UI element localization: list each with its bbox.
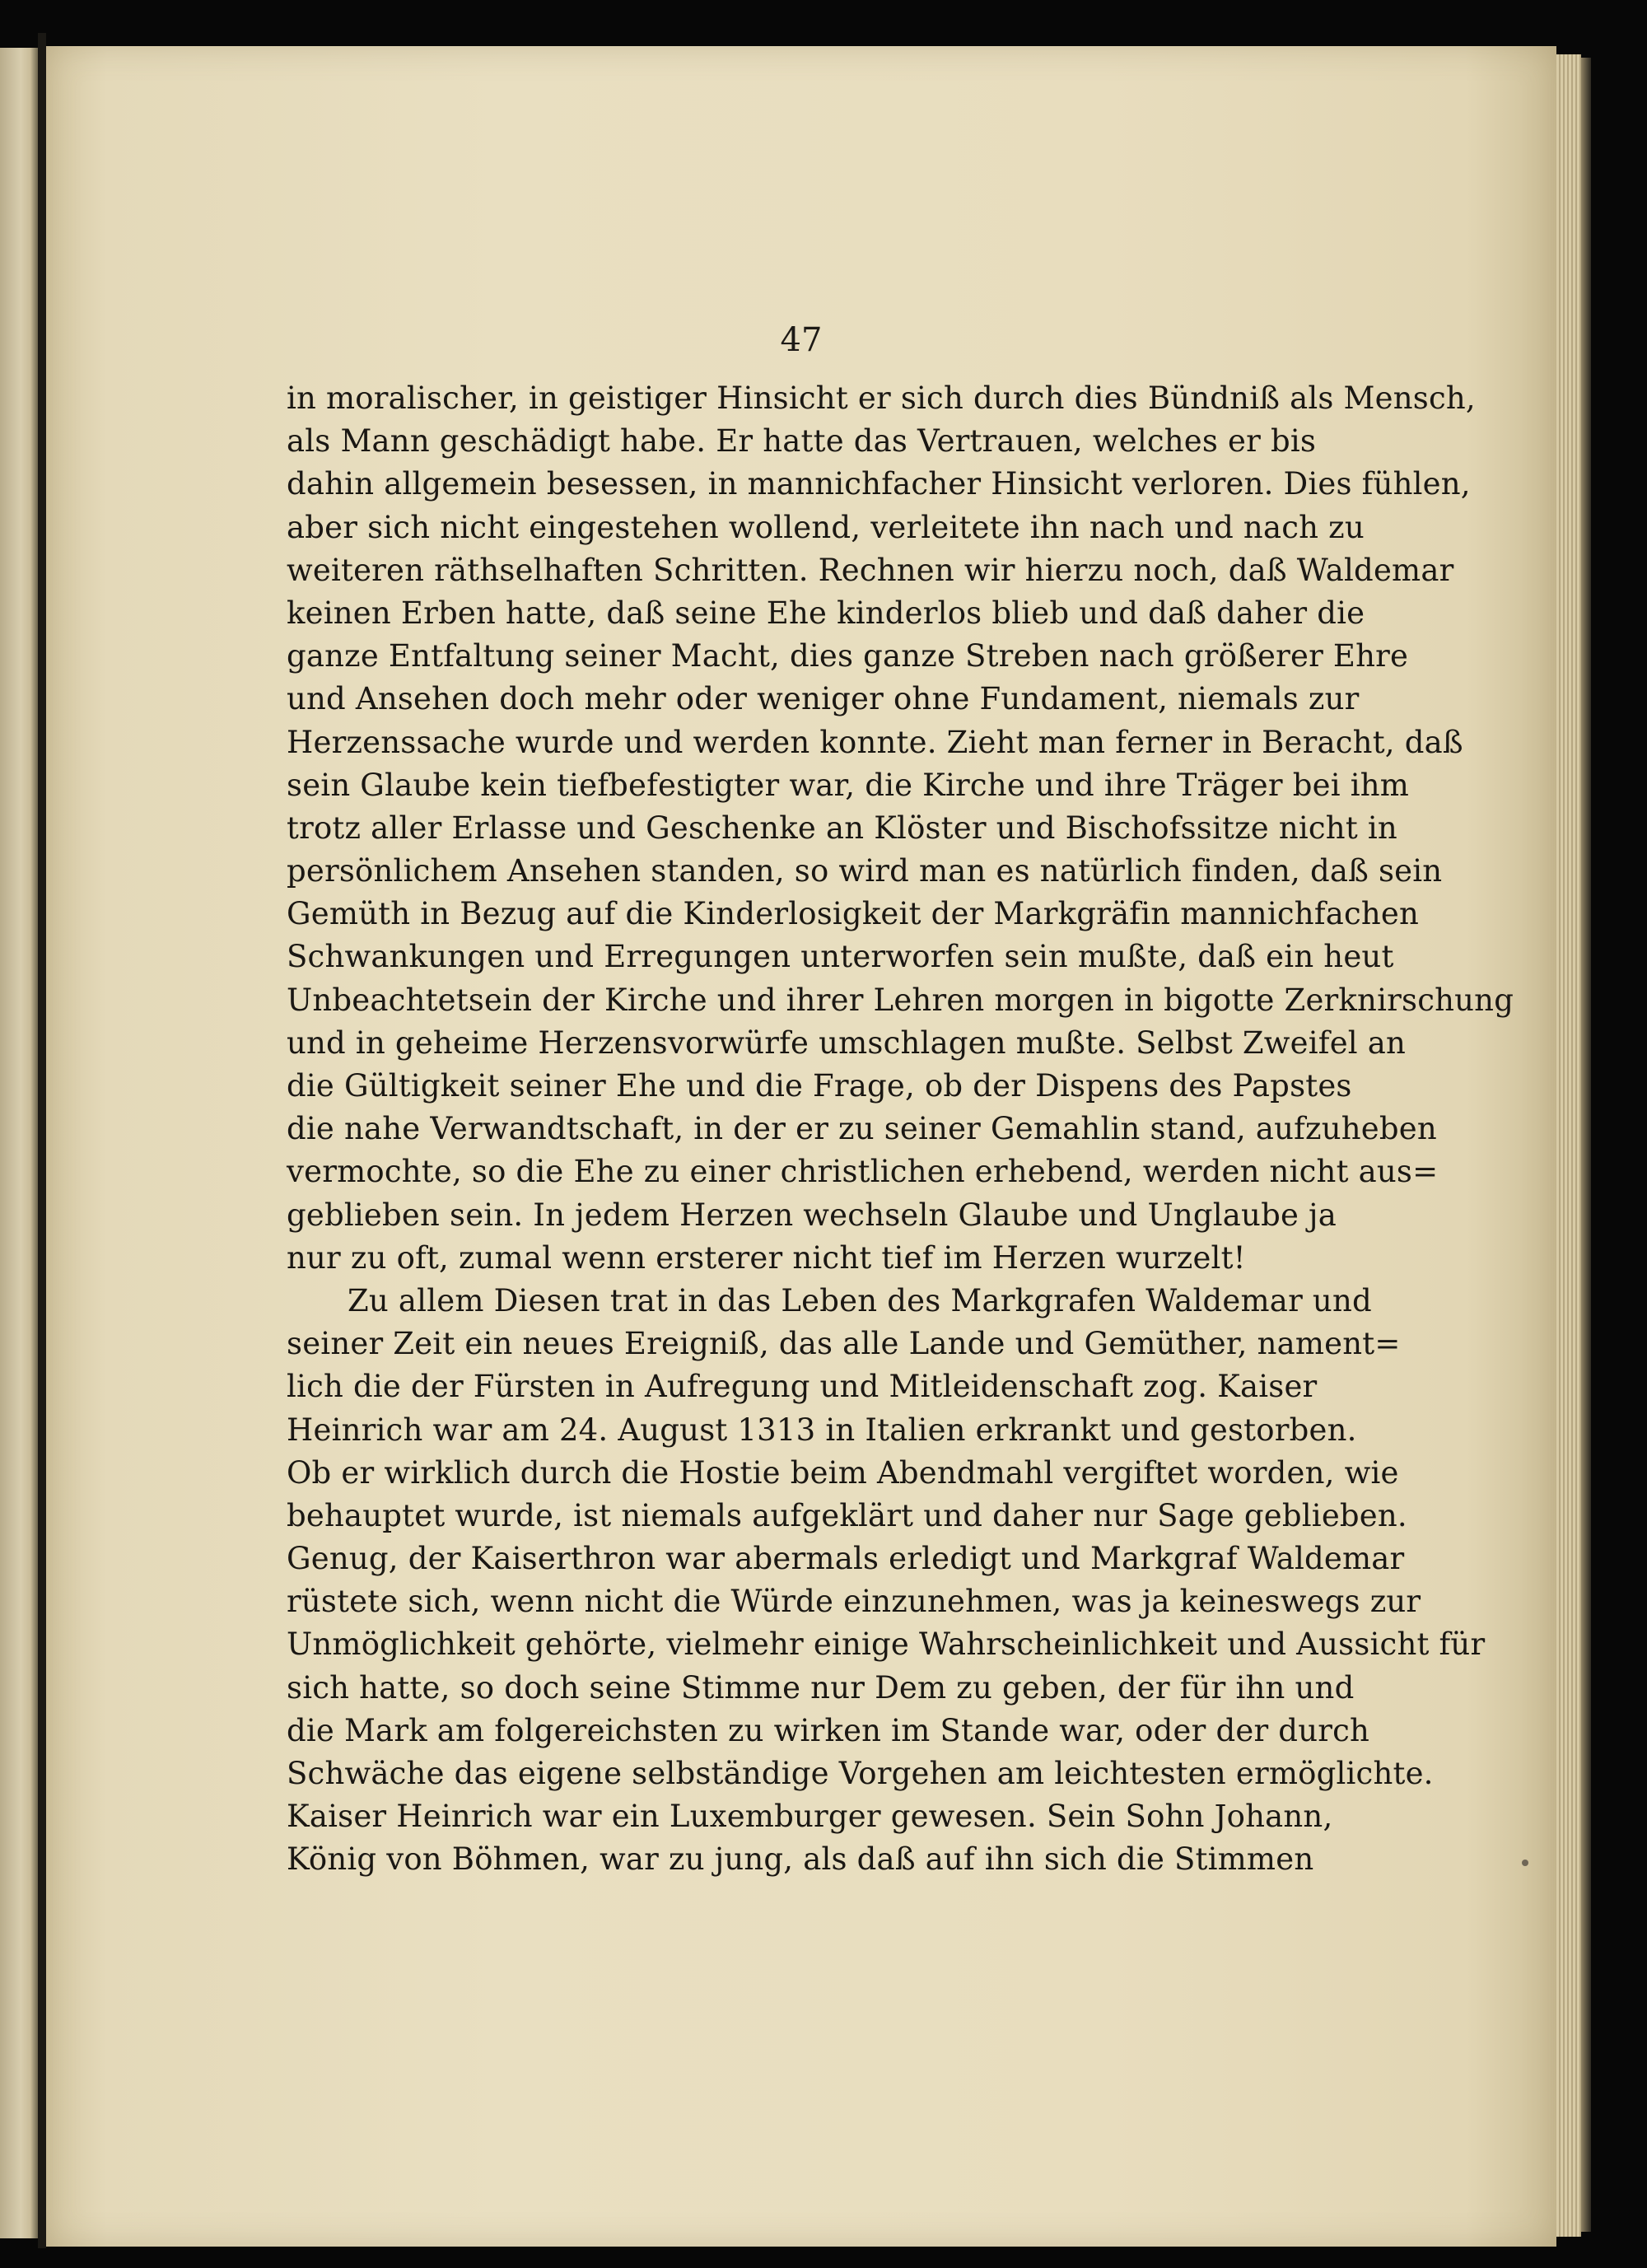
book-page [46, 46, 1556, 2247]
text-line: seiner Zeit ein neues Ereigniß, das alle Lande und Gemüther, nament= [287, 1326, 1401, 1362]
text-line: ganze Entfaltung seiner Macht, dies ganze Streben nach größerer Ehre [287, 638, 1409, 674]
text-line: die Gültigkeit seiner Ehe und die Frage, ob der Dispens des Papstes [287, 1068, 1352, 1104]
page-number: 47 [780, 321, 823, 359]
text-line: Zu allem Diesen trat in das Leben des Markgrafen Waldemar und [348, 1282, 1372, 1318]
text-line: aber sich nicht eingestehen wollend, verleitete ihn nach und nach zu [287, 509, 1365, 545]
text-line: die Mark am folgereichsten zu wirken im Stande war, oder der durch [287, 1712, 1370, 1748]
text-line: Herzenssache wurde und werden konnte. Zieht man ferner in Beracht, daß [287, 724, 1463, 760]
page-edge-shadow [1581, 58, 1591, 2232]
text-line: Unmöglichkeit gehörte, vielmehr einige Wahrscheinlichkeit und Aussicht für [287, 1626, 1486, 1663]
text-line: Kaiser Heinrich war ein Luxemburger gewesen. Sein Sohn Johann, [287, 1799, 1333, 1835]
text-line: persönlichem Ansehen standen, so wird man es natürlich finden, daß sein [287, 853, 1443, 889]
text-line: geblieben sein. In jedem Herzen wechseln Glaube und Unglaube ja [287, 1197, 1337, 1233]
text-line: König von Böhmen, war zu jung, als daß auf ihn sich die Stimmen [287, 1841, 1314, 1878]
text-line: behauptet wurde, ist niemals aufgeklärt und daher nur Sage geblieben. [287, 1497, 1407, 1533]
text-line: Genug, der Kaiserthron war abermals erledigt und Markgraf Waldemar [287, 1541, 1405, 1577]
book-gutter [38, 33, 46, 2248]
text-line: trotz aller Erlasse und Geschenke an Klöster und Bischofssitze nicht in [287, 810, 1397, 846]
text-line: Schwankungen und Erregungen unterworfen sein mußte, daß ein heut [287, 939, 1394, 975]
page-block-edges [1556, 54, 1581, 2237]
text-line: weiteren räthselhaften Schritten. Rechnen wir hierzu noch, daß Waldemar [287, 552, 1454, 588]
paper-speck [1522, 1860, 1528, 1866]
text-line: die nahe Verwandtschaft, in der er zu seiner Gemahlin stand, aufzuheben [287, 1111, 1437, 1147]
body-text [287, 377, 1514, 1882]
text-line: und Ansehen doch mehr oder weniger ohne Fundament, niemals zur [287, 681, 1360, 717]
text-line: rüstete sich, wenn nicht die Würde einzunehmen, was ja keineswegs zur [287, 1584, 1421, 1620]
text-line: nur zu oft, zumal wenn ersterer nicht tief im Herzen wurzelt! [287, 1239, 1246, 1276]
text-line: vermochte, so die Ehe zu einer christlichen erhebend, werden nicht aus= [287, 1154, 1439, 1190]
text-line: dahin allgemein besessen, in mannichfacher Hinsicht verloren. Dies fühlen, [287, 466, 1471, 502]
text-line: Gemüth in Bezug auf die Kinderlosigkeit der Markgräfin mannichfachen [287, 896, 1420, 932]
text-line: Unbeachtetsein der Kirche und ihrer Lehren morgen in bigotte Zerknirschung [287, 982, 1514, 1018]
text-line: als Mann geschädigt habe. Er hatte das Vertrauen, welches er bis [287, 423, 1317, 460]
text-line: sich hatte, so doch seine Stimme nur Dem zu geben, der für ihn und [287, 1669, 1355, 1706]
text-line: Ob er wirklich durch die Hostie beim Abendmahl vergiftet worden, wie [287, 1454, 1399, 1491]
text-line: keinen Erben hatte, daß seine Ehe kinderlos blieb und daß daher die [287, 595, 1365, 631]
text-line: sein Glaube kein tiefbefestigter war, die Kirche und ihre Träger bei ihm [287, 767, 1410, 803]
text-line: lich die der Fürsten in Aufregung und Mitleidenschaft zog. Kaiser [287, 1369, 1318, 1405]
text-line: und in geheime Herzensvorwürfe umschlagen mußte. Selbst Zweifel an [287, 1024, 1407, 1061]
text-line: Heinrich war am 24. August 1313 in Italien erkrankt und gestorben. [287, 1412, 1357, 1448]
text-line: in moralischer, in geistiger Hinsicht er sich durch dies Bündniß als Mensch, [287, 380, 1476, 416]
text-line: Schwäche das eigene selbständige Vorgehen am leichtesten ermöglichte. [287, 1756, 1434, 1791]
left-page-edge [0, 48, 38, 2238]
